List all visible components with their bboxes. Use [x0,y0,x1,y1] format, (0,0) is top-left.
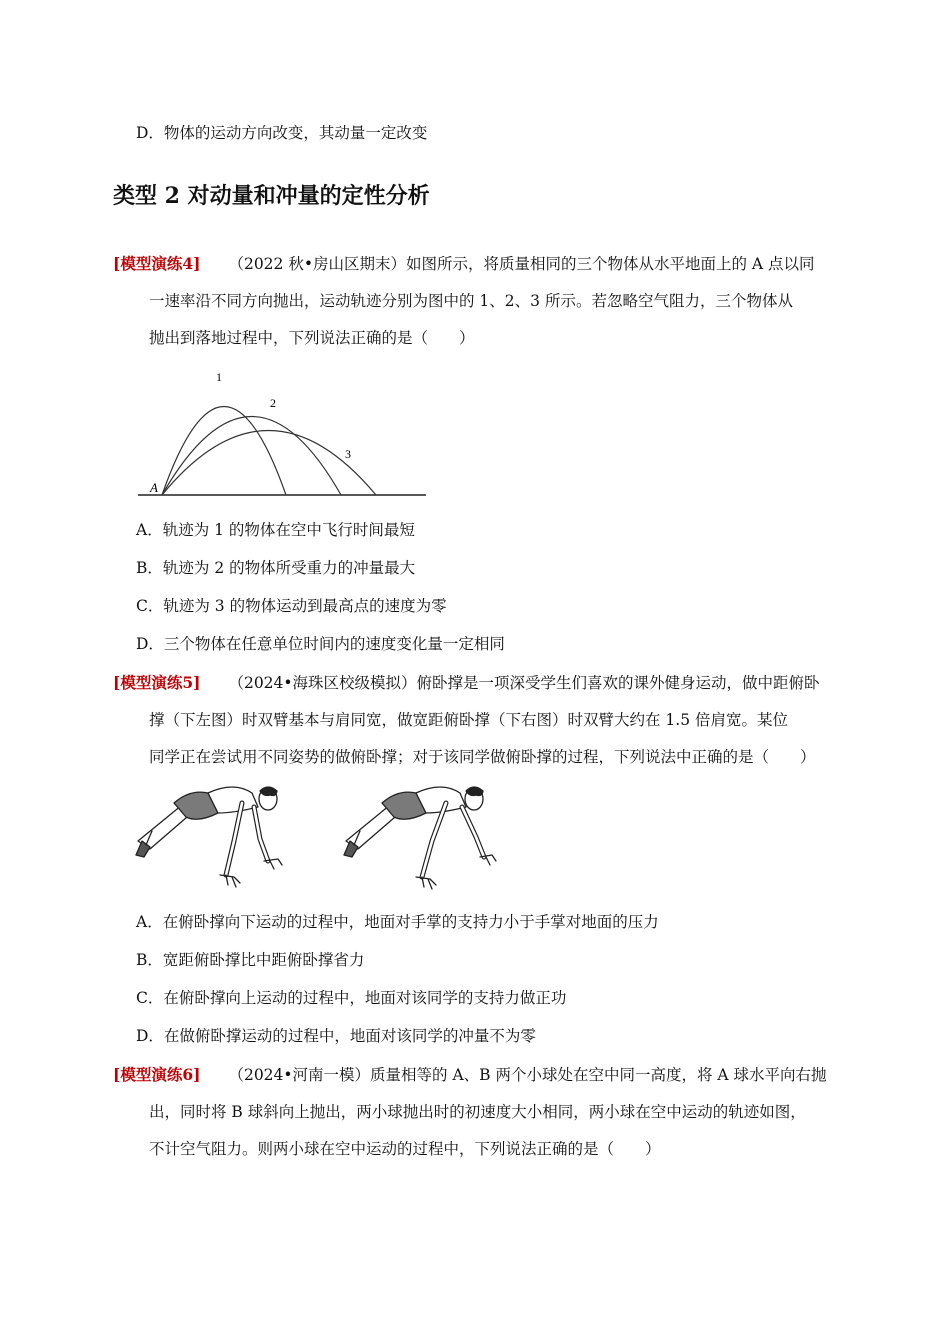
pushup-medium-figure [130,783,285,893]
curve-2-label: 2 [270,396,276,410]
q6-line-1 [113,1065,827,1085]
q5-option-b: B．宽距俯卧撑比中距俯卧撑省力 [136,951,365,969]
q4-option-b: B．轨迹为 2 的物体所受重力的冲量最大 [136,559,416,577]
prev-option-d: D．物体的运动方向改变，其动量一定改变 [136,124,428,142]
q6-tag: [模型演练6] [113,1065,201,1084]
q5-line-3: 同学正在尝试用不同姿势的做俯卧撑；对于该同学做俯卧撑的过程，下列说法中正确的是（ ） [149,748,816,766]
trajectory-figure [136,364,432,504]
q4-option-d: D．三个物体在任意单位时间内的速度变化量一定相同 [136,635,505,653]
trajectory-1 [162,407,286,496]
q5-line-2: 撑（下左图）时双臂基本与肩同宽，做宽距俯卧撑（下右图）时双臂大约在 1.5 倍肩宽。某位 [149,711,789,729]
q4-line-3: 抛出到落地过程中，下列说法正确的是（ ） [149,329,475,347]
curve-3-label: 3 [345,447,351,461]
q4-option-a: A．轨迹为 1 的物体在空中飞行时间最短 [136,521,415,539]
q6-line-2: 出，同时将 B 球斜向上抛出，两小球抛出时的初速度大小相同，两小球在空中运动的轨迹如图， [149,1103,806,1121]
q5-text-1: （2024•海珠区校级模拟）俯卧撑是一项深受学生们喜欢的课外健身运动，做中距俯卧 [228,674,820,692]
q4-tag: [模型演练4] [113,254,201,273]
q5-option-d: D．在做俯卧撑运动的过程中，地面对该同学的冲量不为零 [136,1027,536,1045]
section-title: 类型 2 对动量和冲量的定性分析 [113,183,430,209]
point-a-label: A [150,480,158,495]
trajectory-3 [162,431,376,496]
q4-option-c: C．轨迹为 3 的物体运动到最高点的速度为零 [136,597,447,615]
q4-text-1: （2022 秋•房山区期末）如图所示，将质量相同的三个物体从水平地面上的 A 点以同 [228,255,815,273]
trajectory-2 [162,417,341,496]
q5-option-a: A．在俯卧撑向下运动的过程中，地面对手掌的支持力小于手掌对地面的压力 [136,913,659,931]
pushup-wide-figure [338,783,498,893]
q4-line-1 [113,254,815,274]
q6-text-1: （2024•河南一模）质量相等的 A、B 两个小球处在空中同一高度，将 A 球水平向右抛 [228,1066,827,1084]
curve-1-label: 1 [216,370,222,384]
q6-line-3: 不计空气阻力。则两小球在空中运动的过程中，下列说法正确的是（ ） [149,1140,661,1158]
q5-option-c: C．在俯卧撑向上运动的过程中，地面对该同学的支持力做正功 [136,989,567,1007]
q5-tag: [模型演练5] [113,673,201,692]
q4-line-2: 一速率沿不同方向抛出，运动轨迹分别为图中的 1、2、3 所示。若忽略空气阻力，三个物体从 [149,292,793,310]
q5-line-1 [113,673,820,693]
